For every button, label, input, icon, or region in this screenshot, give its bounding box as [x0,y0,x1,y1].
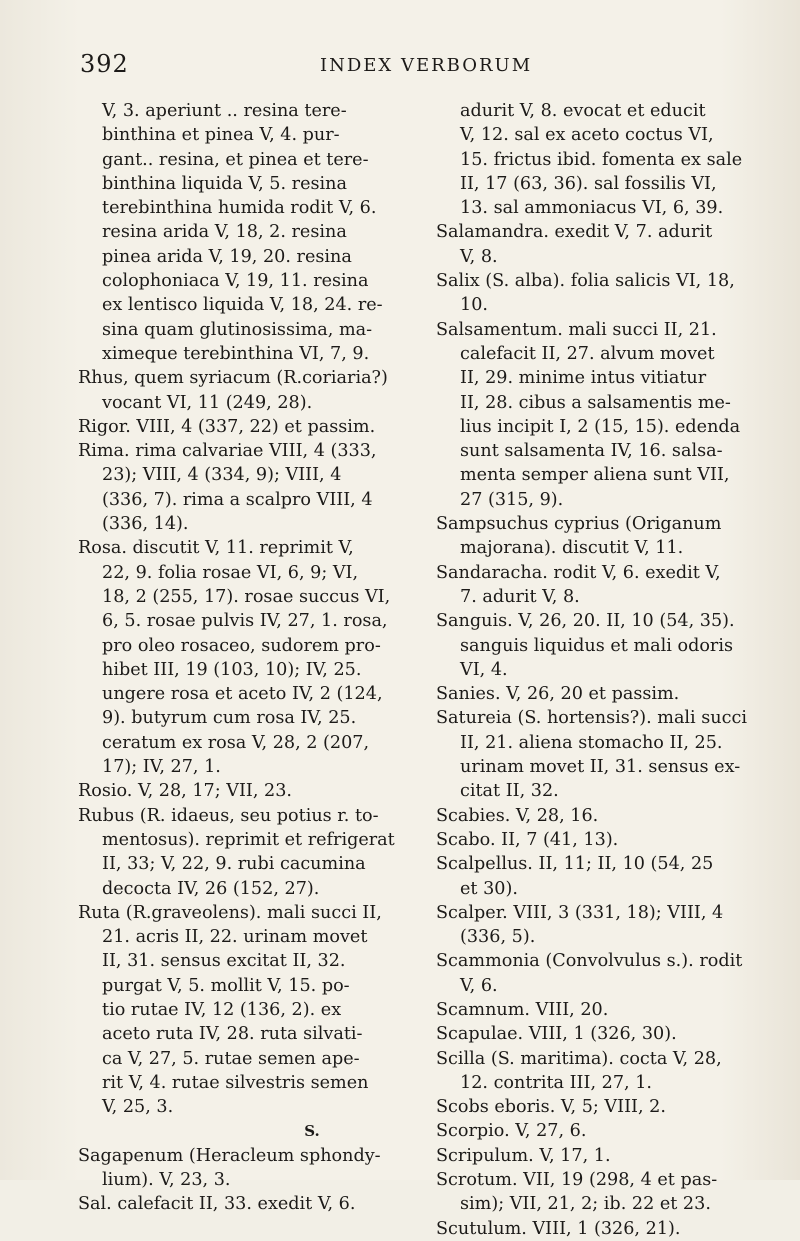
index-line: Scorpio. V, 27, 6. [436,1121,587,1142]
index-line: Sagapenum (Heracleum sphondy- [78,1145,381,1166]
index-line: Scobs eboris. V, 5; VIII, 2. [436,1097,666,1118]
index-line: V, 8. [460,246,498,267]
index-column-left [78,99,396,1217]
index-line: Salix (S. alba). folia salicis VI, 18, [436,271,735,292]
index-line: binthina et pinea V, 4. pur- [102,125,340,146]
index-line: vocant VI, 11 (249, 28). [102,392,313,413]
index-column-right [436,99,772,1241]
index-line: Ruta (R.graveolens). mali succi II, [78,902,382,923]
index-line: lium). V, 23, 3. [102,1170,231,1191]
index-line: sanguis liquidus et mali odoris [460,635,733,656]
index-line: (336, 14). [102,514,189,535]
index-line: citat II, 32. [460,781,559,802]
index-line: Scutulum. VIII, 1 (326, 21). [436,1218,681,1239]
index-line: Sandaracha. rodit V, 6. exedit V, [436,562,721,583]
index-line: urinam movet II, 31. sensus ex- [460,757,741,778]
index-line: menta semper aliena sunt VII, [460,465,730,486]
index-line: adurit V, 8. evocat et educit [460,101,706,121]
index-line: rit V, 4. rutae silvestris semen [102,1072,369,1093]
running-title: INDEX VERBORUM [320,55,533,76]
index-line: sim); VII, 21, 2; ib. 22 et 23. [460,1194,711,1215]
index-line: 7. adurit V, 8. [460,586,580,607]
index-line: Rosa. discutit V, 11. reprimit V, [78,538,354,559]
index-line: V, 6. [460,975,498,996]
index-line: Rosio. V, 28, 17; VII, 23. [78,781,293,802]
index-line: binthina liquida V, 5. resina [102,173,347,194]
index-line: (336, 7). rima a scalpro VIII, 4 [102,489,373,510]
index-line: 22, 9. folia rosae VI, 6, 9; VI, [102,562,359,583]
index-line: 9). butyrum cum rosa IV, 25. [102,708,357,729]
index-line: lius incipit I, 2 (15, 15). edenda [460,416,741,437]
index-line: 6, 5. rosae pulvis IV, 27, 1. rosa, [102,611,388,632]
index-line: sunt salsamenta IV, 16. salsa- [460,441,723,462]
index-line: 23); VIII, 4 (334, 9); VIII, 4 [102,465,342,486]
index-line: II, 21. aliena stomacho II, 25. [460,732,723,753]
index-line: 10. [460,295,488,316]
index-line: VI, 4. [460,659,508,680]
index-line: Rubus (R. idaeus, seu potius r. to- [78,805,379,826]
index-line: ximeque terebinthina VI, 7, 9. [102,343,370,364]
index-line: Scripulum. V, 17, 1. [436,1145,611,1166]
index-line: Scalper. VIII, 3 (331, 18); VIII, 4 [436,902,724,923]
index-line: Scalpellus. II, 11; II, 10 (54, 25 [436,854,714,875]
index-line: II, 28. cibus a salsamentis me- [460,392,731,413]
index-line: Scabo. II, 7 (41, 13). [436,829,619,850]
index-line: gant.. resina, et pinea et tere- [102,149,369,170]
index-line: 17); IV, 27, 1. [102,757,221,778]
index-line: pinea arida V, 19, 20. resina [102,246,352,267]
index-line: colophoniaca V, 19, 11. resina [102,271,369,292]
index-line: pro oleo rosaceo, sudorem pro- [102,635,381,656]
index-line: ceratum ex rosa V, 28, 2 (207, [102,732,370,753]
index-line: ca V, 27, 5. rutae semen ape- [102,1048,360,1069]
index-line: tio rutae IV, 12 (136, 2). ex [102,999,342,1020]
index-line: II, 33; V, 22, 9. rubi cacumina [102,854,366,875]
index-line: Sanguis. V, 26, 20. II, 10 (54, 35). [436,611,735,632]
index-line: 18, 2 (255, 17). rosae succus VI, [102,586,391,607]
index-line: Rhus, quem syriacum (R.coriaria?) [78,368,388,389]
index-line: hibet III, 19 (103, 10); IV, 25. [102,659,362,680]
index-line: Sanies. V, 26, 20 et passim. [436,684,680,705]
index-line: calefacit II, 27. alvum movet [460,343,715,364]
index-line: decocta IV, 26 (152, 27). [102,878,320,899]
index-line: V, 25, 3. [102,1097,174,1118]
index-line: II, 29. minime intus vitiatur [460,368,707,389]
index-line: Scammonia (Convolvulus s.). rodit [436,951,743,972]
index-line: 15. frictus ibid. fomenta ex sale [460,149,743,170]
index-line: et 30). [460,878,518,899]
index-line: Scrotum. VII, 19 (298, 4 et pas- [436,1170,718,1191]
index-line: Scilla (S. maritima). cocta V, 28, [436,1048,722,1069]
index-line: V, 12. sal ex aceto coctus VI, [460,125,714,146]
index-line: Scamnum. VIII, 20. [436,999,609,1020]
index-line: 13. sal ammoniacus VI, 6, 39. [460,198,724,219]
index-line: ungere rosa et aceto IV, 2 (124, [102,684,383,705]
index-line: 27 (315, 9). [460,489,564,510]
index-line: purgat V, 5. mollit V, 15. po- [102,975,350,996]
index-line: V, 3. aperiunt .. resina tere- [102,101,347,121]
index-line: Sal. calefacit II, 33. exedit V, 6. [78,1194,356,1215]
index-line: resina arida V, 18, 2. resina [102,222,347,243]
index-line: Satureia (S. hortensis?). mali succi [436,708,747,729]
running-head [80,50,760,80]
index-line: ex lentisco liquida V, 18, 24. re- [102,295,383,316]
index-line: aceto ruta IV, 28. ruta silvati- [102,1024,363,1045]
index-line: Salsamentum. mali succi II, 21. [436,319,717,340]
index-line: sina quam glutinosissima, ma- [102,319,373,340]
page-number: 392 [80,50,129,78]
index-line: Rima. rima calvariae VIII, 4 (333, [78,441,377,462]
index-line: II, 31. sensus excitat II, 32. [102,951,346,972]
index-line: (336, 5). [460,927,536,948]
index-line: 12. contrita III, 27, 1. [460,1072,653,1093]
index-line: Rigor. VIII, 4 (337, 22) et passim. [78,416,376,437]
index-line: terebinthina humida rodit V, 6. [102,198,377,219]
index-line: Scabies. V, 28, 16. [436,805,599,826]
index-line: mentosus). reprimit et refrigerat [102,829,395,850]
index-line: Scapulae. VIII, 1 (326, 30). [436,1024,677,1045]
index-line: 21. acris II, 22. urinam movet [102,927,368,948]
index-line: Salamandra. exedit V, 7. adurit [436,222,713,243]
section-heading: S. [304,1122,320,1141]
index-line: Sampsuchus cyprius (Origanum [436,514,722,535]
index-line: majorana). discutit V, 11. [460,538,684,559]
index-line: II, 17 (63, 36). sal fossilis VI, [460,173,717,194]
